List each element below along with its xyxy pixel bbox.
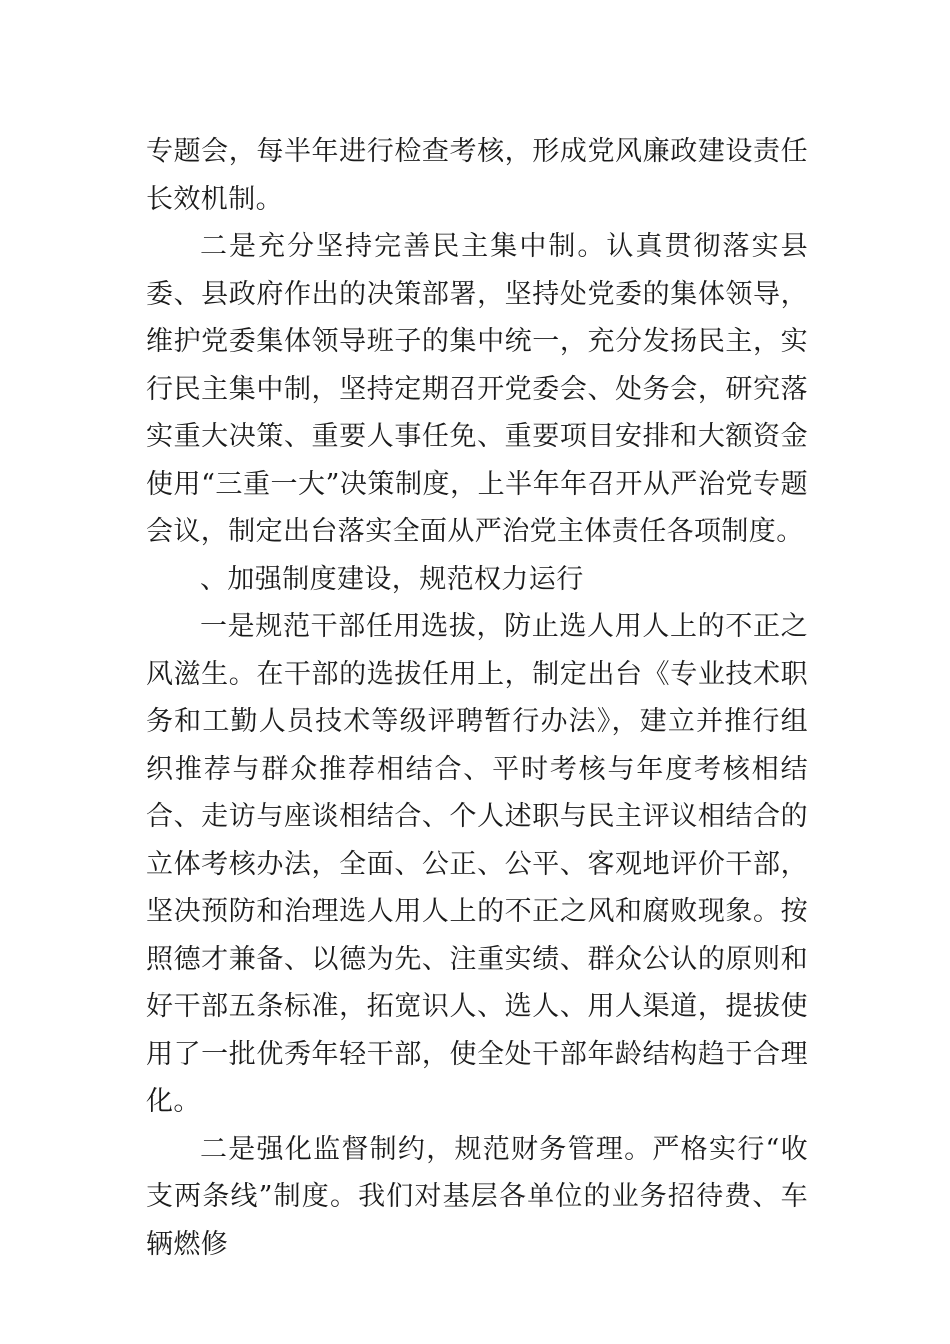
paragraph-continuation: 专题会，每半年进行检查考核，形成党风廉政建设责任长效机制。: [146, 136, 808, 215]
section-heading: 、加强制度建设，规范权力运行: [200, 563, 584, 595]
document-page: [146, 128, 808, 1268]
paragraph-cadre-selection: 一是规范干部任用选拔，防止选人用人上的不正之风滋生。在干部的选拔任用上，制定出台《专业技术职务和工勤人员技术等级评聘暂行办法》，建立并推行组织推荐与群众推荐相结合、平时考核与年度考核相结合、走访与座谈相结合、个人述职与民主评议相结合的立体考核办法，全面、公正、公平、客观地评价干部，坚决预防和治理选人用人上的不正之风和腐败现象。按照德才兼备、以德为先、注重实绩、群众公认的原则和好干部五条标准，拓宽识人、选人、用人渠道，提拔使用了一批优秀年轻干部，使全处干部年龄结构趋于合理化。: [146, 611, 808, 1117]
paragraph-democratic-centralism: 二是充分坚持完善民主集中制。认真贯彻落实县委、县政府作出的决策部署，坚持处党委的集体领导，维护党委集体领导班子的集中统一，充分发扬民主，实行民主集中制，坚持定期召开党委会、处务会，研究落实重大决策、重要人事任免、重要项目安排和大额资金使用“三重一大”决策制度，上半年年召开从严治党专题会议，制定出台落实全面从严治党主体责任各项制度。: [146, 231, 808, 547]
paragraph-financial-management: 二是强化监督制约，规范财务管理。严格实行“收支两条线”制度。我们对基层各单位的业务招待费、车辆燃修: [146, 1133, 808, 1260]
